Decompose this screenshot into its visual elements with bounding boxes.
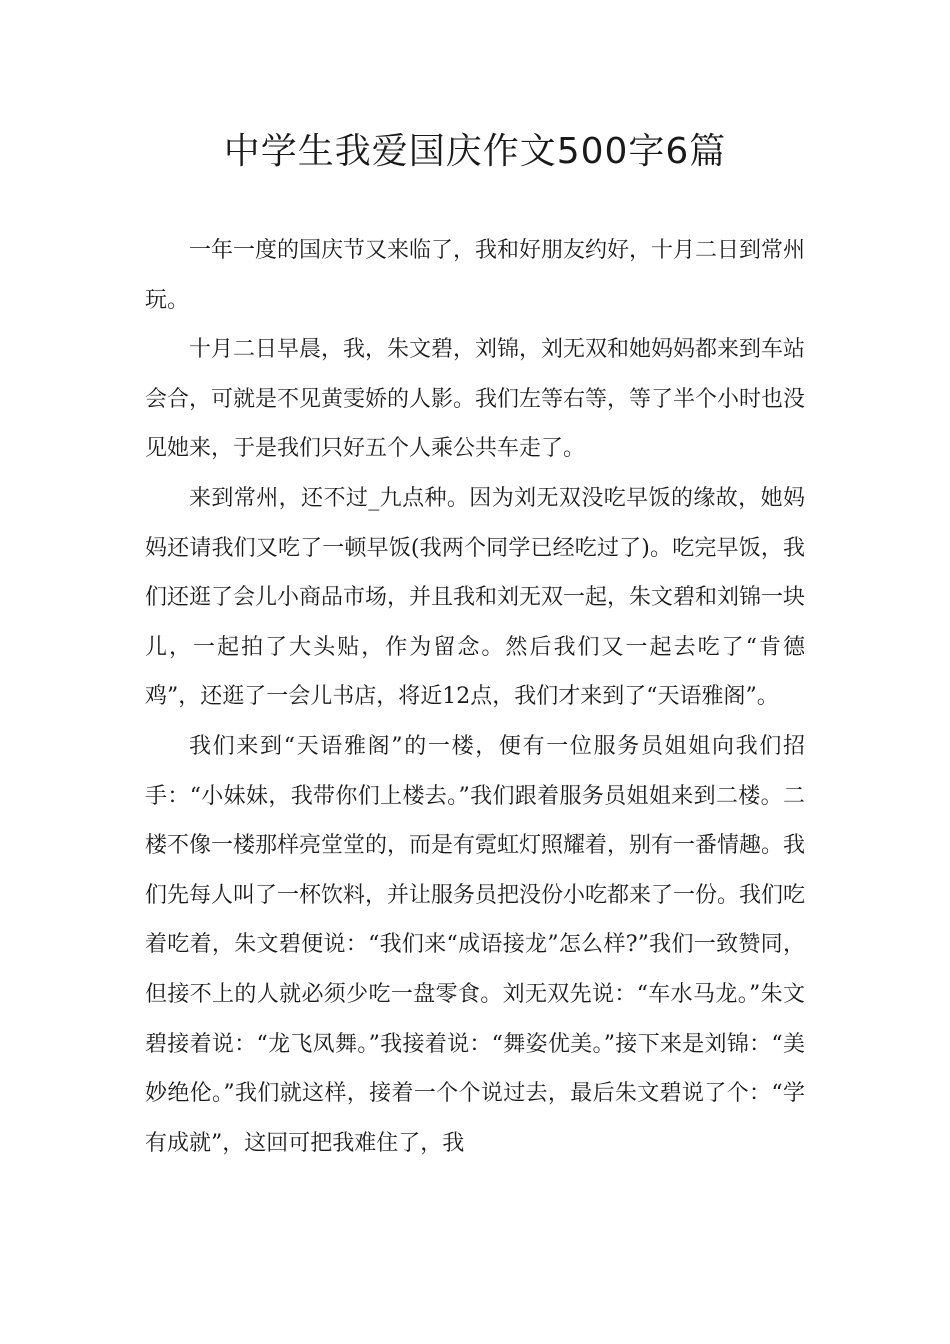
paragraph: 我们来到“天语雅阁”的一楼，便有一位服务员姐姐向我们招手：“小妹妹，我带你们上楼去。”我们跟着服务员姐姐来到二楼。二楼不像一楼那样亮堂堂的，而是有霓虹灯照耀着，别有一番情趣。我们先每人叫了一杯饮料，并让服务员把没份小吃都来了一份。我们吃着吃着，朱文碧便说：“我们来“成语接龙”怎么样?”我们一致赞同，但接不上的人就必须少吃一盘零食。刘无双先说：“车水马龙。”朱文碧接着说：“龙飞凤舞。”我接着说：“舞姿优美。”接下来是刘锦：“美妙绝伦。”我们就这样，接着一个个说过去，最后朱文碧说了个：“学有成就”，这回可把我难住了，我 [145, 733, 806, 1156]
document-title: 中学生我爱国庆作文500字6篇 [223, 131, 727, 172]
paragraph: 来到常州，还不过_九点种。因为刘无双没吃早饭的缘故，她妈妈还请我们又吃了一顿早饭(我两个同学已经吃过了)。吃完早饭，我们还逛了会儿小商品市场，并且我和刘无双一起，朱文碧和刘锦一块儿，一起拍了大头贴，作为留念。然后我们又一起去吃了“肯德鸡”，还逛了一会儿书店，将近12点，我们才来到了“天语雅阁”。 [145, 485, 806, 710]
paragraph: 十月二日早晨，我，朱文碧，刘锦，刘无双和她妈妈都来到车站会合，可就是不见黄雯娇的人影。我们左等右等，等了半个小时也没见她来，于是我们只好五个人乘公共车走了。 [145, 337, 806, 462]
paragraph: 一年一度的国庆节又来临了，我和好朋友约好，十月二日到常州玩。 [145, 238, 806, 313]
document-body [145, 226, 805, 1168]
